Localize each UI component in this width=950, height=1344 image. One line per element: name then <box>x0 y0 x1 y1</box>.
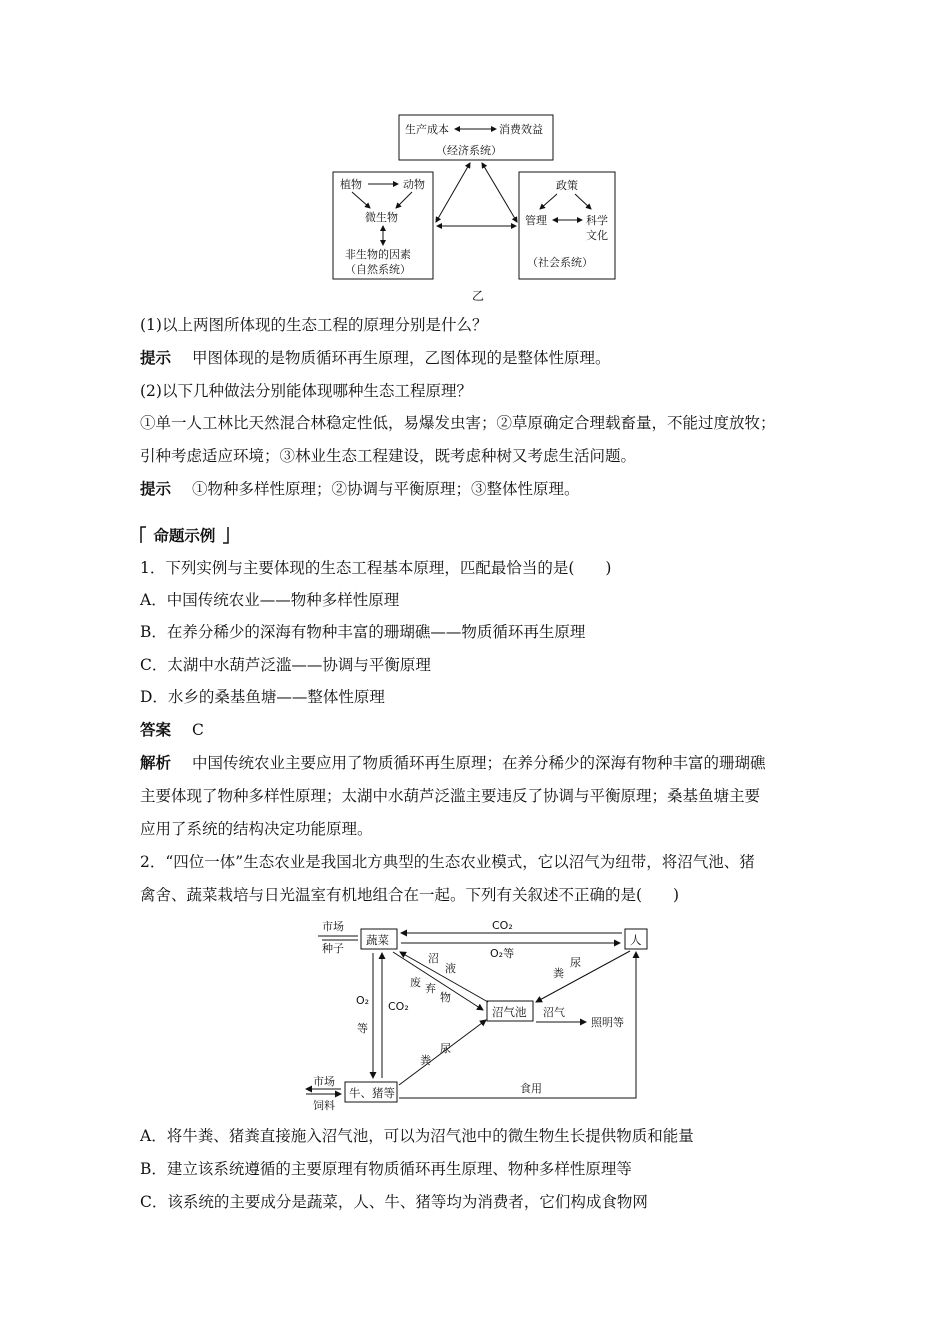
analysis-line3: 应用了系统的结构决定功能原理。 <box>140 820 373 838</box>
q2-stem-line1: 2．“四位一体”生态农业是我国北方典型的生态农业模式，它以沼气为纽带，将沼气池、猪 <box>140 853 755 871</box>
section-heading-text: 命题示例 <box>153 527 216 545</box>
q1-option-b: B．在养分稀少的深海有物种丰富的珊瑚礁——物质循环再生原理 <box>140 623 586 641</box>
q2-option-c: C．该系统的主要成分是蔬菜，人、牛、猪等均为消费者，它们构成食物网 <box>140 1193 648 1211</box>
bracket-right-icon <box>221 526 229 544</box>
animal: 动物 <box>403 178 425 191</box>
q1-option-d: D．水乡的桑基鱼塘——整体性原理 <box>140 688 385 706</box>
tip1-text: 甲图体现的是物质循环再生原理，乙图体现的是整体性原理。 <box>192 349 611 367</box>
bracket-left-icon <box>140 526 148 544</box>
o2-vertical: O₂ <box>356 994 370 1007</box>
policy: 政策 <box>556 179 578 192</box>
biogas-label: 沼气 <box>543 1006 565 1019</box>
fen-char-2: 粪 <box>420 1054 431 1067</box>
q2-stem-line2: 禽舍、蔬菜栽培与日光温室有机地组合在一起。下列有关叙述不正确的是( ) <box>140 886 680 904</box>
abiotic: 非生物的因素 <box>345 248 411 261</box>
econ-system-label: （经济系统） <box>436 144 502 157</box>
seed-label: 种子 <box>322 942 344 955</box>
q1-stem: 1．下列实例与主要体现的生态工程基本原理，匹配最恰当的是( ) <box>140 559 612 577</box>
deng-char: 等 <box>357 1022 368 1035</box>
q2-option-b: B．建立该系统遵循的主要原理有物质循环再生原理、物种多样性原理等 <box>140 1160 632 1178</box>
analysis-label: 解析 <box>140 754 172 772</box>
feed-label: 饲料 <box>313 1099 335 1112</box>
vegetable-label: 蔬菜 <box>366 933 389 947</box>
lighting-label: 照明等 <box>591 1016 624 1029</box>
wu-char: 物 <box>440 991 451 1004</box>
niao-char-2: 尿 <box>440 1042 451 1055</box>
tip-label-1: 提示 <box>140 349 172 367</box>
niao-char-1: 尿 <box>570 956 581 969</box>
culture: 文化 <box>586 229 608 242</box>
social-system-label: （社会系统） <box>527 256 593 269</box>
co2-top: CO₂ <box>492 919 513 932</box>
analysis-line2: 主要体现了物种多样性原理；太湖中水葫芦泛滥主要违反了协调与平衡原理；桑基鱼塘主要 <box>140 787 761 805</box>
econ-cost: 生产成本 <box>405 123 449 136</box>
q2-line1: ①单一人工林比天然混合林稳定性低，易爆发虫害；②草原确定合理载畜量，不能过度放牧； <box>140 414 776 432</box>
answer-label: 答案 <box>140 721 172 739</box>
plant: 植物 <box>340 178 362 191</box>
answer-value: C <box>192 721 204 739</box>
q1-text: (1)以上两图所体现的生态工程的原理分别是什么？ <box>140 316 488 334</box>
q1-option-a: A．中国传统农业——物种多样性原理 <box>140 591 400 609</box>
zhao-char: 沼 <box>428 952 439 965</box>
diagram-yi-caption: 乙 <box>472 289 485 303</box>
edible-label: 食用 <box>520 1082 542 1095</box>
q2-text: (2)以下几种做法分别能体现哪种生态工程原理？ <box>140 382 472 400</box>
microbe: 微生物 <box>365 211 398 224</box>
natural-system-label: （自然系统） <box>345 263 411 276</box>
econ-benefit: 消费效益 <box>499 123 543 136</box>
market-bottom: 市场 <box>313 1075 335 1088</box>
q1-option-c: C．太湖中水葫芦泛滥——协调与平衡原理 <box>140 656 431 674</box>
fei-char: 废 <box>410 976 421 989</box>
o2-etc: O₂等 <box>490 947 515 960</box>
diagram-four-in-one <box>0 912 950 1112</box>
tip-label-2: 提示 <box>140 480 172 498</box>
biogas-pit-label: 沼气池 <box>492 1005 527 1019</box>
person-label: 人 <box>630 933 642 947</box>
fen-char-1: 粪 <box>553 967 564 980</box>
ye-char: 液 <box>445 962 456 975</box>
management: 管理 <box>525 214 547 227</box>
q2-line2: 引种考虑适应环境；③林业生态工程建设，既考虑种树又考虑生活问题。 <box>140 447 637 465</box>
livestock-label: 牛、猪等 <box>349 1086 395 1100</box>
qi-char: 弃 <box>425 982 436 995</box>
analysis-line1: 中国传统农业主要应用了物质循环再生原理；在养分稀少的深海有物种丰富的珊瑚礁 <box>192 754 766 772</box>
section-heading <box>140 524 229 546</box>
co2-vertical: CO₂ <box>388 1000 409 1013</box>
market-top: 市场 <box>322 920 344 933</box>
science: 科学 <box>586 214 608 227</box>
q2-option-a: A．将牛粪、猪粪直接施入沼气池，可以为沼气池中的微生物生长提供物质和能量 <box>140 1127 694 1145</box>
tip2-text: ①物种多样性原理；②协调与平衡原理；③整体性原理。 <box>192 480 580 498</box>
